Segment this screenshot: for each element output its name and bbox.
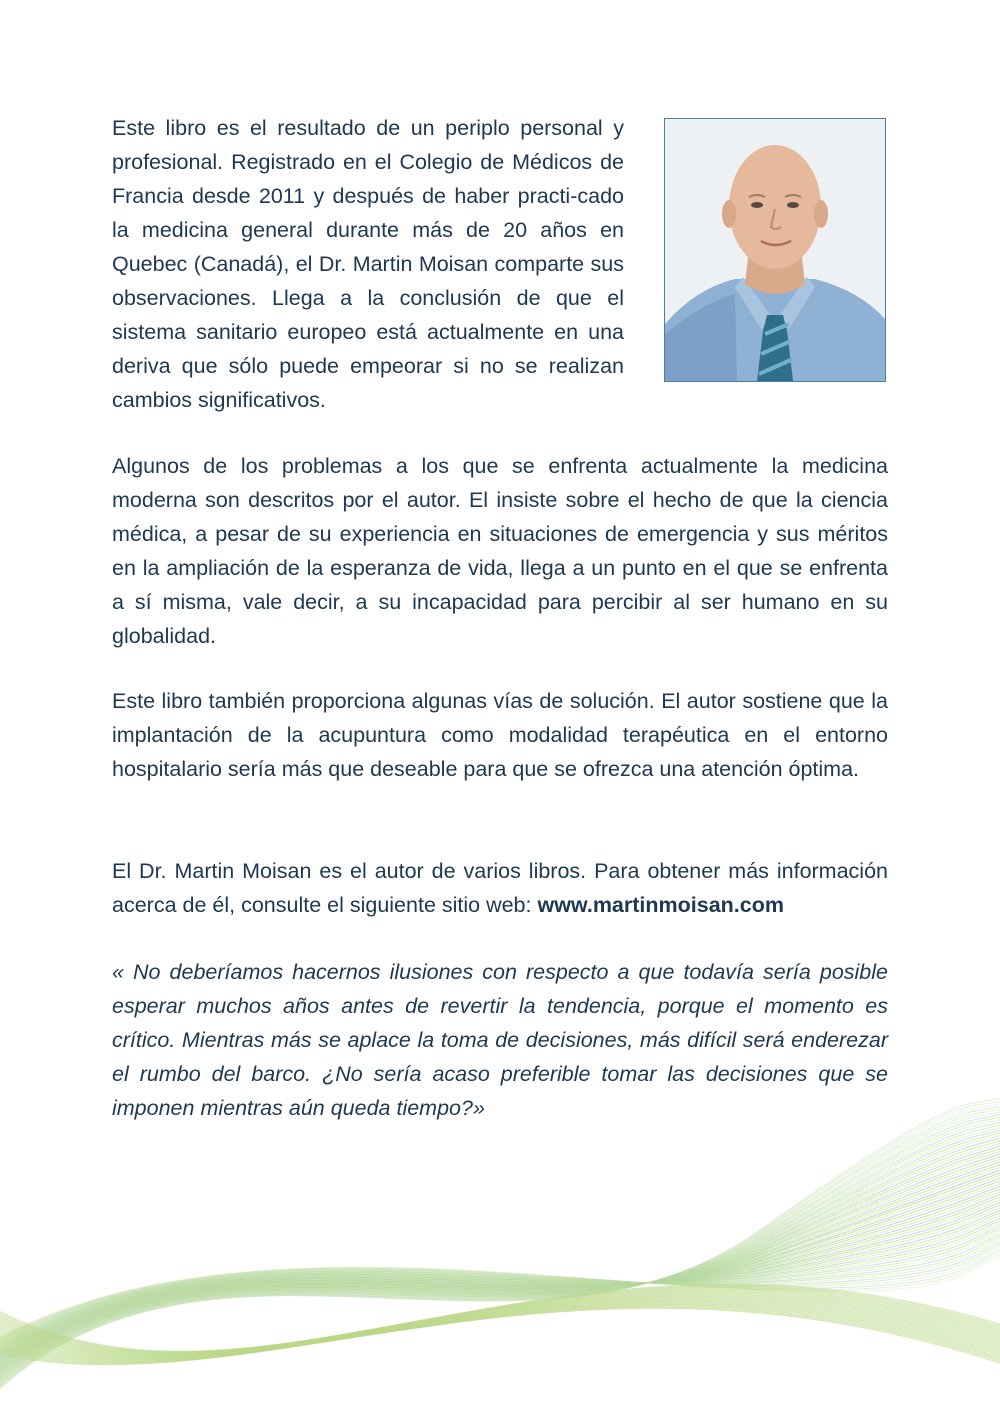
intro-paragraph: Este libro es el resultado de un periplo personal y profesional. Registrado en el Colegio de Médicos de Francia desde 2011 y después de haber practi-cado la medicina general durante más de 20 años en Quebec (Canadá), el Dr. Martin Moisan comparte sus observaciones. Llega a la conclusión de que el sistema sanitario europeo está actualmente en una deriva que sólo puede empeorar si no se realizan cambios significativos. [112, 116, 624, 412]
website-link[interactable]: www.martinmoisan.com [537, 893, 784, 917]
wave-line [0, 1196, 1000, 1369]
quote-paragraph: « No deberíamos hacernos ilusiones con respecto a que todavía sería posible esperar muchos años antes de revertir la tendencia, porque el momento es crítico. Mientras más se aplace la toma de decisiones, más difícil será enderezar el rumbo del barco. ¿No sería acaso preferible tomar las decisiones que se imponen mientras aún queda tiempo?» [112, 960, 888, 1120]
solutions-paragraph: Este libro también proporciona algunas vías de solución. El autor sostiene que la implantación de la acupuntura como modalidad terapéutica en el entorno hospitalario sería más que deseable para que se ofrezca una atención óptima. [112, 689, 888, 781]
author-info-paragraph [112, 854, 888, 922]
author-photo [664, 118, 886, 382]
author-info-text: El Dr. Martin Moisan es el autor de varios libros. Para obtener más información acerca de él, consulte el siguiente sitio web: [112, 859, 888, 917]
problems-paragraph: Algunos de los problemas a los que se enfrenta actualmente la medicina moderna son descritos por el autor. El insiste sobre el hecho de que la ciencia médica, a pesar de su experiencia en situaciones de emergencia y sus méritos en la ampliación de la esperanza de vida, llega a un punto en el que se enfrenta a sí misma, vale decir, a su incapacidad para percibir al ser humano en su globalidad. [112, 454, 888, 648]
